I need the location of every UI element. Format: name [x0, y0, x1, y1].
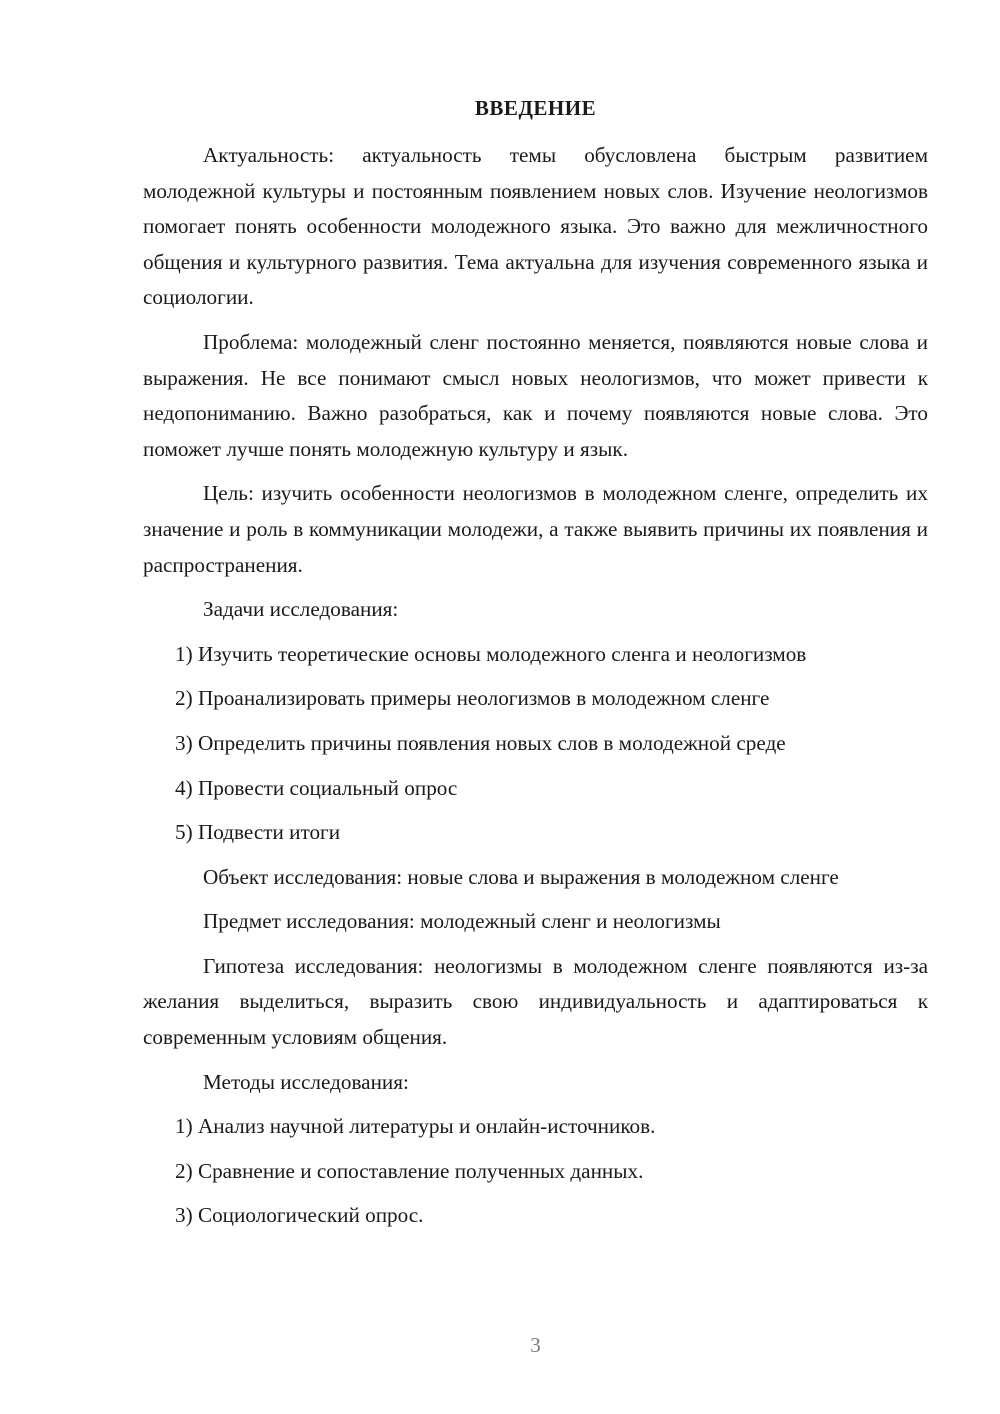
page-number: 3: [530, 1333, 541, 1357]
object-paragraph: Объект исследования: новые слова и выражения в молодежном сленге: [203, 864, 839, 889]
task-item: 1) Изучить теоретические основы молодежного сленга и неологизмов: [175, 641, 807, 666]
page-title: ВВЕДЕНИЕ: [474, 96, 597, 120]
document-page: [143, 0, 928, 1414]
methods-label: Методы исследования:: [203, 1069, 409, 1094]
task-item: 5) Подвести итоги: [175, 820, 341, 845]
document-body: [143, 138, 928, 1234]
hypothesis-paragraph: Гипотеза исследования: неологизмы в молодежном сленге появляются из-за желания выделиться, выразить свою индивидуальность и адаптироваться к современным условиям общения.: [143, 953, 928, 1050]
problem-paragraph: Проблема: молодежный сленг постоянно меняется, появляются новые слова и выражения. Не все понимают смысл новых неологизмов, что может привести к недопониманию. Важно разобраться, как и почему появляются новые слова. Это поможет лучше понять молодежную культуру и язык.: [143, 329, 928, 461]
method-item: 3) Социологический опрос.: [175, 1203, 424, 1228]
method-item: 2) Сравнение и сопоставление полученных данных.: [175, 1158, 644, 1183]
task-item: 3) Определить причины появления новых слов в молодежной среде: [175, 730, 786, 755]
tasks-label: Задачи исследования:: [203, 597, 399, 622]
subject-paragraph: Предмет исследования: молодежный сленг и неологизмы: [203, 909, 721, 934]
relevance-paragraph: Актуальность: актуальность темы обусловлена быстрым развитием молодежной культуры и постоянным появлением новых слов. Изучение неологизмов помогает понять особенности молодежного языка. Это важно для межличностного общения и культурного развития. Тема актуальна для изучения современного языка и социологии.: [143, 143, 928, 310]
goal-paragraph: Цель: изучить особенности неологизмов в молодежном сленге, определить их значение и роль в коммуникации молодежи, а также выявить причины их появления и распространения.: [143, 481, 928, 577]
method-item: 1) Анализ научной литературы и онлайн-источников.: [175, 1114, 656, 1139]
task-item: 2) Проанализировать примеры неологизмов в молодежном сленге: [175, 686, 770, 711]
task-item: 4) Провести социальный опрос: [175, 775, 458, 800]
